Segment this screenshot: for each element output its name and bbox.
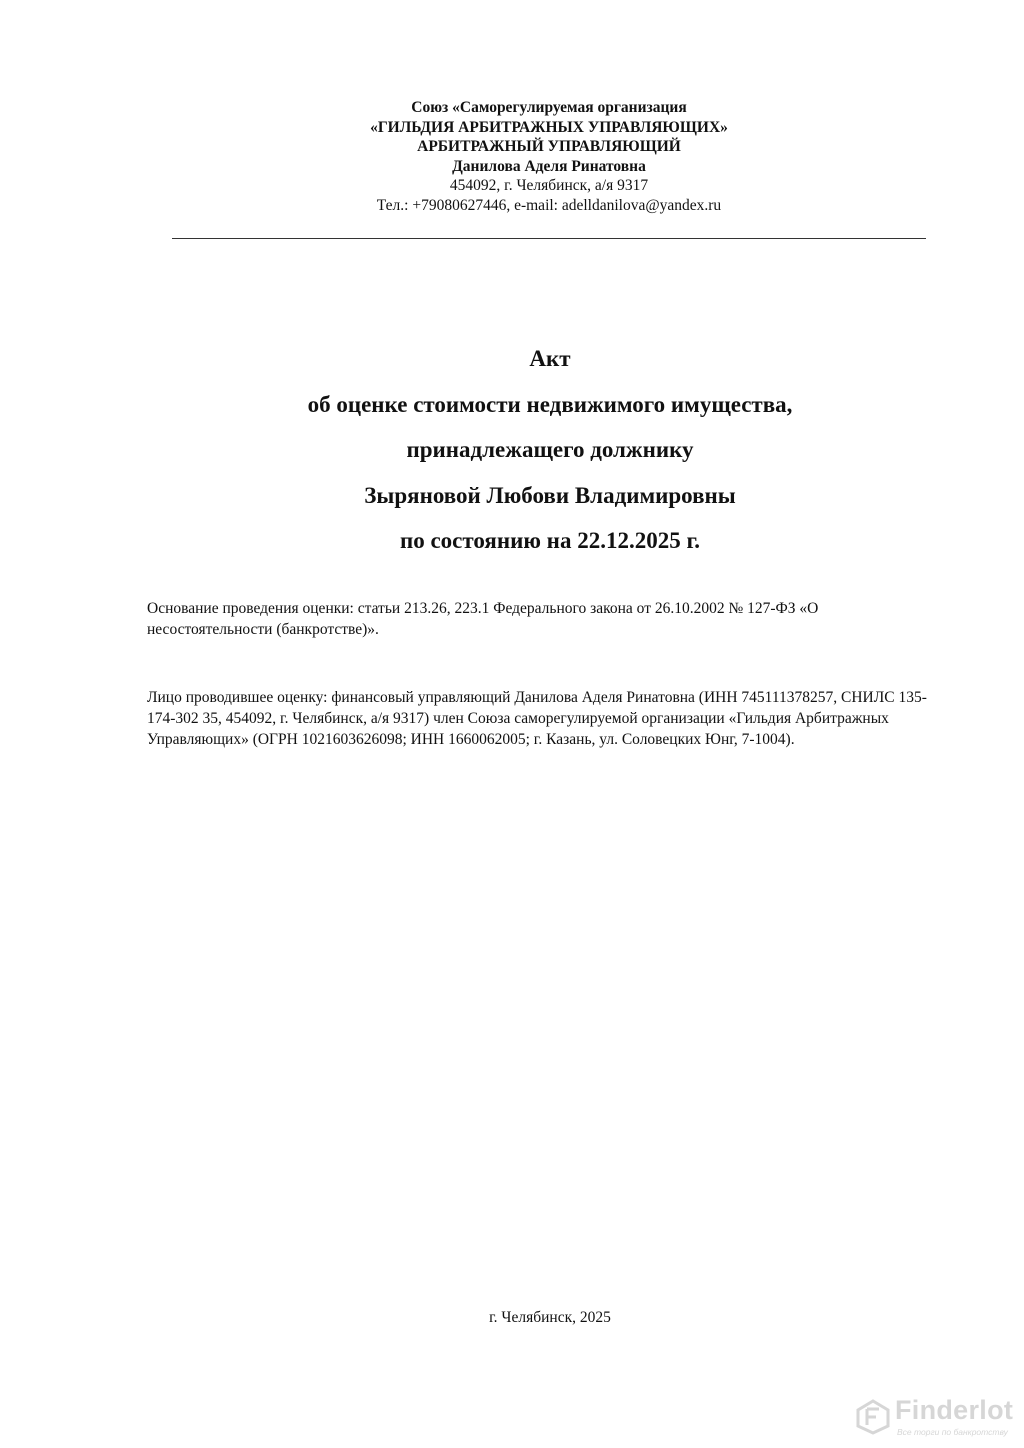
document-title: [150, 336, 950, 564]
finderlot-logo-icon: [855, 1399, 891, 1435]
manager-role: АРБИТРАЖНЫЙ УПРАВЛЯЮЩИЙ: [417, 138, 681, 155]
header-divider: [172, 238, 926, 239]
title-line-3: принадлежащего должнику: [406, 437, 694, 462]
watermark-subtitle: Все торги по банкротству: [897, 1427, 1008, 1437]
manager-contacts: Тел.: +79080627446, e-mail: adelldanilova@yandex.ru: [376, 196, 722, 214]
org-name-line1: Союз «Саморегулируемая организация: [411, 99, 687, 116]
manager-address: 454092, г. Челябинск, а/я 9317: [449, 177, 649, 194]
watermark-name: Finderlot: [895, 1395, 1014, 1425]
assessor-paragraph: Лицо проводившее оценку: финансовый управляющий Данилова Аделя Ринатовна (ИНН 745111378257, СНИЛС 135-174-302 35, 454092, г. Челябинск, а/я 9317) член Союза саморегулируемой организации «Гильдия Арбитражных Управляющих» (ОГРН 1021603626098; ИНН 1660062005; г. Казань, ул. Соловецких Юнг, 7-1004).: [147, 689, 927, 748]
letterhead: [172, 98, 926, 215]
title-line-1: Акт: [529, 346, 571, 371]
assessment-basis-paragraph: Основание проведения оценки: статьи 213.26, 223.1 Федерального закона от 26.10.2002 № 127-ФЗ «О несостоятельности (банкротстве)».: [147, 600, 819, 638]
watermark: [855, 1395, 1020, 1443]
manager-name: Данилова Аделя Ринатовна: [452, 157, 646, 175]
title-line-2: об оценке стоимости недвижимого имущества,: [307, 391, 793, 417]
title-line-5: по состоянию на 22.12.2025 г.: [399, 528, 701, 553]
org-name-line2: «ГИЛЬДИЯ АРБИТРАЖНЫХ УПРАВЛЯЮЩИХ»: [370, 118, 728, 136]
title-line-4: Зыряновой Любови Владимировны: [364, 482, 736, 508]
place-and-year: г. Челябинск, 2025: [489, 1309, 611, 1326]
